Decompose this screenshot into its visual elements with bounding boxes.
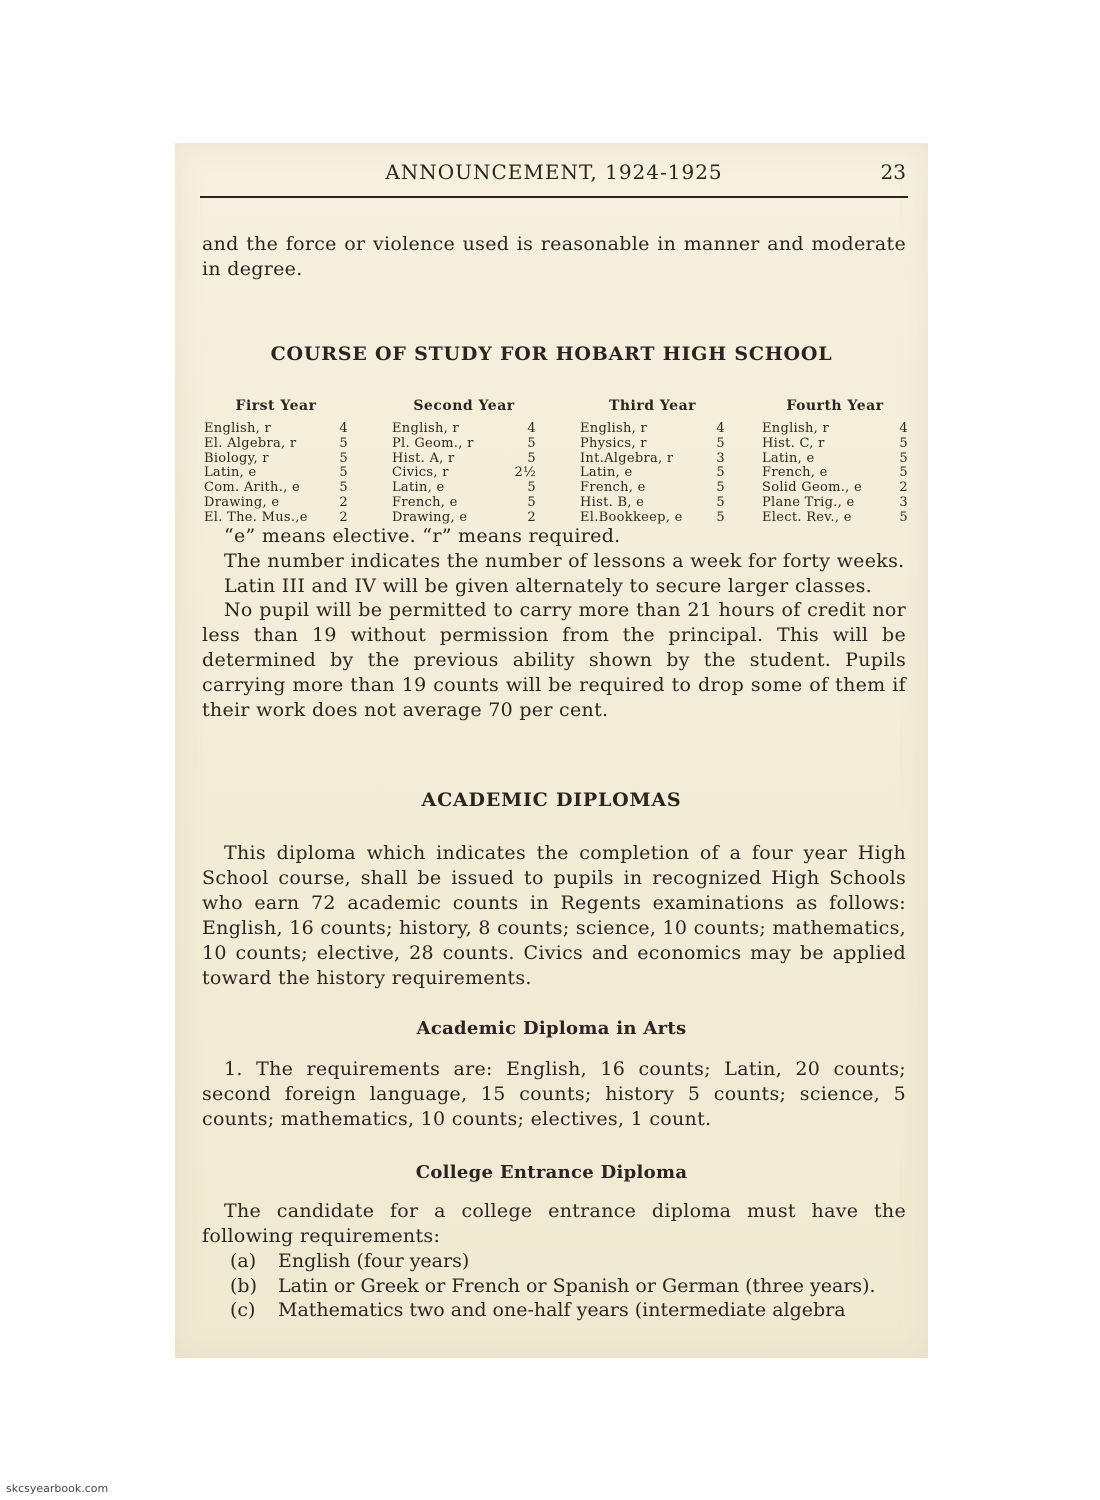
subject: Drawing, e [392,509,468,525]
course-row [762,437,908,452]
count: 5 [527,480,536,496]
count: 5 [716,435,725,451]
subject: Pl. Geom., r [392,435,474,451]
course-row [762,452,908,467]
intro-paragraph: and the force or violence used is reasonable in manner and moderate in degree. [202,233,906,280]
lessons-note: The number indicates the number of lessons a week for forty weeks. [224,550,905,572]
course-row [204,437,348,452]
count: 4 [339,421,348,436]
college-heading: College Entrance Diploma [415,1162,688,1183]
course-row [392,422,536,437]
course-row [580,466,725,481]
year-column-fourth [762,398,908,526]
year-column-third [580,398,725,526]
subject: Int.Algebra, r [580,450,674,466]
year-column-first [204,398,348,526]
diplomas-paragraph: This diploma which indicates the completion of a four year High School course, shall be issued to pupils in recognized High Schools who earn 72 academic counts in Regents examinations as follows: English, 16 counts; history, 8 counts; science, 10 counts; mathematics, 10 counts; elective, 28 counts. Civics and economics may be applied toward the history requirements. [202,842,906,989]
count: 5 [899,450,908,466]
count: 2 [527,509,536,525]
count: 5 [716,509,725,525]
course-row [580,481,725,496]
count: 5 [716,494,725,510]
site-watermark: skcsyearbook.com [6,1482,109,1495]
list-text: Latin or Greek or French or Spanish or German (three years). [278,1275,876,1297]
course-row [580,496,725,511]
latin-note: Latin III and IV will be given alternately to secure larger classes. [224,575,873,597]
subject: Biology, r [204,450,269,466]
count: 3 [899,494,908,510]
subject: English, r [762,421,830,436]
course-row [762,481,908,496]
course-row [204,496,348,511]
arts-paragraph: 1. The requirements are: English, 16 counts; Latin, 20 counts; second foreign language, 15 counts; history 5 counts; science, 5 counts; mathematics, 10 counts; electives, 1 count. [202,1058,906,1130]
year-column-second [392,398,536,526]
subject: Latin, e [762,450,815,466]
running-header [200,160,908,198]
subject: French, e [392,494,458,510]
course-row [762,466,908,481]
subject: Plane Trig., e [762,494,855,510]
course-row [392,496,536,511]
year-label: First Year [235,398,317,414]
count: 4 [899,421,908,436]
count: 2 [339,494,348,510]
course-row [580,422,725,437]
year-label: Fourth Year [786,398,884,414]
subject: Hist. C, r [762,435,825,451]
list-text: English (four years) [278,1250,470,1272]
subject: Drawing, e [204,494,280,510]
count: 5 [899,435,908,451]
subject: English, r [392,421,460,436]
course-row [392,466,536,481]
count: 5 [527,450,536,466]
subject: French, e [762,465,828,481]
count: 2 [899,480,908,496]
count: 5 [899,509,908,525]
credit-paragraph: No pupil will be permitted to carry more than 21 hours of credit nor less than 19 without permission from the principal. This will be determined by the previous ability shown by the student. Pupils carrying more than 19 counts will be required to drop some of them if their work does not average 70 per cent. [202,599,906,721]
count: 2 [339,509,348,525]
subject: Elect. Rev., e [762,509,852,525]
course-row [392,481,536,496]
diplomas-heading: ACADEMIC DIPLOMAS [421,789,682,811]
course-row [204,466,348,481]
list-item [230,1274,906,1299]
count: 5 [527,494,536,510]
header-title: ANNOUNCEMENT, 1924-1925 [385,160,723,184]
course-heading: COURSE OF STUDY FOR HOBART HIGH SCHOOL [270,343,833,365]
course-row [392,452,536,467]
list-item [230,1298,906,1323]
legend-note: “e” means elective. “r” means required. [224,525,621,547]
arts-heading: Academic Diploma in Arts [416,1018,687,1039]
subject: Hist. B, e [580,494,645,510]
list-item [230,1249,906,1274]
count: 5 [339,435,348,451]
count: 5 [527,435,536,451]
count: 5 [339,450,348,466]
year-label: Second Year [413,398,515,414]
subject: Hist. A, r [392,450,455,466]
count: 5 [716,465,725,481]
list-label: (c) [230,1299,256,1321]
subject: French, e [580,480,646,496]
count: 5 [339,465,348,481]
subject: English, r [204,421,272,436]
count: 5 [716,480,725,496]
course-row [580,452,725,467]
subject: Civics, r [392,465,449,481]
list-text: Mathematics two and one-half years (intermediate algebra [278,1299,846,1321]
subject: English, r [580,421,648,436]
course-row [204,422,348,437]
subject: El.Bookkeep, e [580,509,683,525]
course-row [762,422,908,437]
course-row [204,481,348,496]
count: 2½ [514,465,536,481]
subject: Latin, e [580,465,633,481]
page-number: 23 [880,160,906,184]
course-row [392,437,536,452]
count: 5 [339,480,348,496]
count: 4 [716,421,725,436]
list-label: (b) [230,1275,257,1297]
list-label: (a) [230,1250,257,1272]
subject: Latin, e [204,465,257,481]
course-row [580,437,725,452]
count: 5 [899,465,908,481]
subject: Physics, r [580,435,647,451]
year-label: Third Year [608,398,697,414]
college-paragraph: The candidate for a college entrance diploma must have the following requirements: [202,1200,906,1247]
count: 4 [527,421,536,436]
subject: Solid Geom., e [762,480,863,496]
subject: El. Algebra, r [204,435,297,451]
count: 3 [716,450,725,466]
subject: Latin, e [392,480,445,496]
course-row [204,452,348,467]
subject: El. The. Mus.,e [204,509,308,525]
subject: Com. Arith., e [204,480,301,496]
course-row [762,496,908,511]
